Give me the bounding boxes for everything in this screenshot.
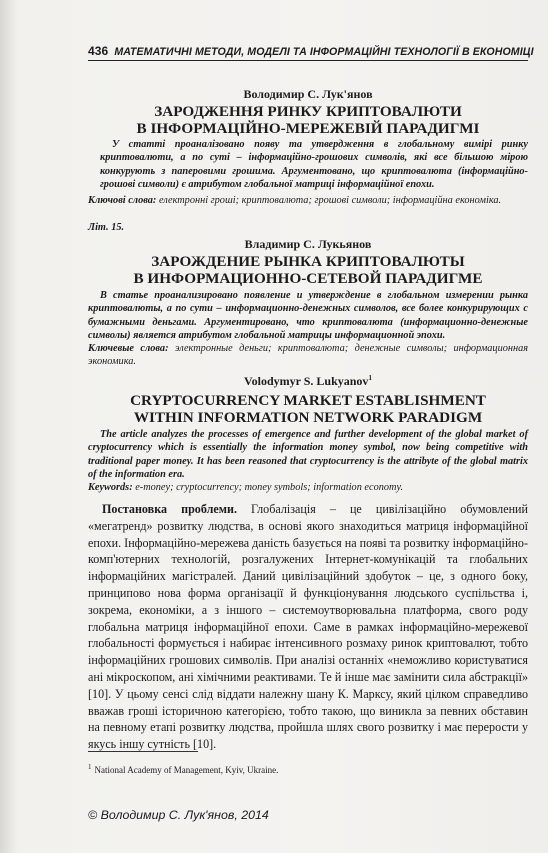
copyright: © Володимир С. Лук'янов, 2014 [88,808,269,822]
footnote-text: National Academy of Management, Kyiv, Ukraine. [94,765,279,775]
author-ru: Владимир С. Лукьянов [244,237,372,251]
abstract-en-text: The article analyzes the processes of emergence and further development of the global market of cryptocurrency which is essentially the information money symbol, now being competitive with traditional paper money. It has been reasoned that cryptocurrency is the attribyte of the global matrix of the information era. [88,429,528,481]
abstract-en [88,428,528,482]
footnote [88,763,278,775]
title-en-line2: WITHIN INFORMATION NETWORK PARADIGM [133,409,483,426]
keywords-en [88,481,528,494]
keywords-ru-text: электронные деньги; криптовалюта; денежные символы; информационная экономика. [88,343,529,368]
author-uk: Володимир С. Лук'янов [243,87,373,101]
footnote-marker: 1 [368,374,372,382]
abstract-uk-text: У статті проаналізовано появу та утвердження в глобальному вимірі ринку криптовалюти, а по суті – інформаційно-грошових символів, які все більшою мірою конкурують з паперовими грошима. Аргументовано, що криптовалюта (інформаційно-грошові символи) є атрибутом глобальної матриці інформаційної епохи. [100,139,528,191]
running-title: МАТЕМАТИЧНІ МЕТОДИ, МОДЕЛІ ТА ІНФОРМАЦІЙНІ ТЕХНОЛОГІЇ В ЕКОНОМІЦІ [114,46,534,58]
keywords-uk [88,194,528,207]
title-uk-line2: В ІНФОРМАЦІЙНО-МЕРЕЖЕВІЙ ПАРАДИГМІ [136,120,480,137]
footnote-mark: 1 [88,763,92,771]
section-heading: Постановка проблеми. [102,502,237,516]
keywords-en-text: e-money; cryptocurrency; money symbols; information economy. [135,482,404,493]
references-count: Літ. 15. [88,222,125,233]
abstract-uk [100,138,528,192]
running-header [88,44,533,58]
author-en-name: Volodymyr S. Lukyanov [244,374,369,388]
header-rule [88,60,528,61]
title-en-line1: CRYPTOCURRENCY MARKET ESTABLISHMENT [130,392,486,409]
title-ru-line2: В ИНФОРМАЦИОННО-СЕТЕВОЙ ПАРАДИГМЕ [133,270,483,287]
keywords-ru-label: Ключевые слова: [88,343,169,354]
abstract-ru [88,289,528,343]
page-number: 436 [88,44,109,58]
keywords-en-label: Keywords: [88,482,133,493]
author-en [88,374,528,389]
title-uk-line1: ЗАРОДЖЕННЯ РИНКУ КРИПТОВАЛЮТИ [154,103,462,120]
keywords-uk-text: електронні гроші; криптовалюта; грошові символи; інформаційна економіка. [158,195,502,206]
footnote-rule [88,751,198,752]
keywords-uk-label: Ключові слова: [88,195,157,206]
keywords-ru [88,342,528,369]
title-ru-line1: ЗАРОЖДЕНИЕ РЫНКА КРИПТОВАЛЮТЫ [151,253,465,270]
body-text: Глобалізація – це цивілізаційно обумовлений «мегатренд» розвитку людства, в основі якого знаходиться матриця інформаційної епохи. Інформаційно-мережева даність базується на появі та розвитку інформаційно-комп'ютерних технологій, розгалужених Інтернет-комунікацій та глобальних інформаційних магістралей. Даний цивілізаційний здобуток – це, з одного боку, принципово нова форма організації й функціонування людського суспільства і, зокрема, економіки, а з іншого – системоутворювальна платформа, свого роду глобальна матриця інформаційної епохи. Саме в рамках інформаційно-мережевої глобальності формується і набирає інтенсивного розмаху ринок криптовалют, тобто інформаційних грошових символів. При аналізі останніх «неможливо користуватися ані мікроскопом, ані хімічними реактивами. Те й інше має замінити сила абстракції» [10]. У цьому сенсі слід віддати належну шану К. Марксу, який цілком справедливо вважав гроші історичною категорією, тобто такою, що виникла за певних обставин на певному етапі розвитку людства, пройшла шлях свого розвитку і має перерости у якусь іншу сутність [10]. [88,502,528,752]
abstract-ru-text: В статье проанализировано появление и утверждение в глобальном измерении рынка криптовалюты, а по сути – информационно-денежных символов, все более конкурирующих с бумажными деньгами. Аргументировано, что криптовалюта (информационно-денежные символы) является атрибутом глобальной матрицы информационной эпохи. [88,290,528,342]
body-paragraph [88,501,528,753]
